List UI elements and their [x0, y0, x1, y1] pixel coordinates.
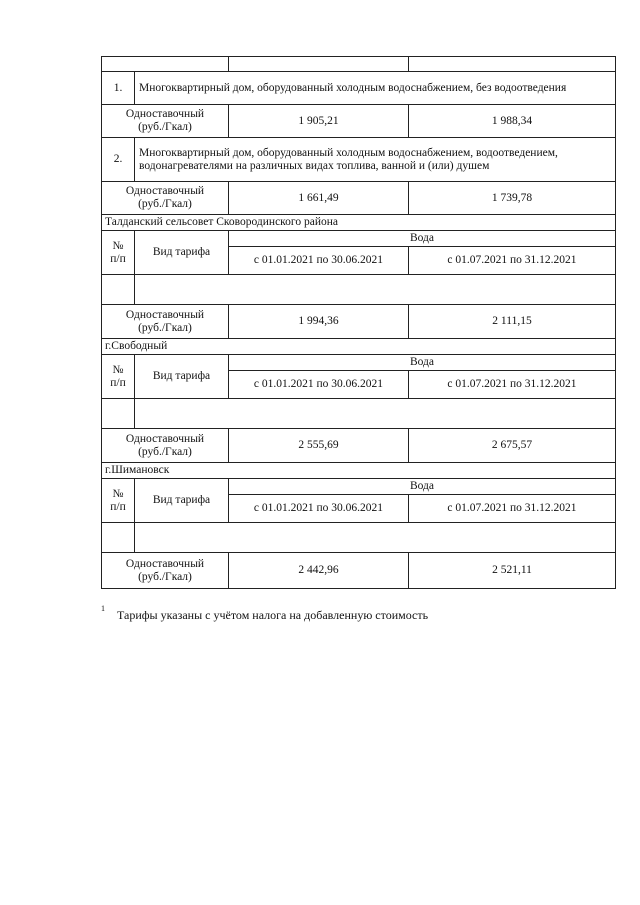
table-row	[102, 305, 616, 339]
empty-row	[102, 275, 616, 305]
table-row	[102, 553, 616, 589]
tariff-value-h2: 2 521,11	[409, 553, 616, 589]
tariff-unit: (руб./Гкал)	[138, 445, 192, 458]
tariff-label: Одноставочный	[125, 432, 205, 445]
number-abbrev: п/п	[110, 252, 126, 265]
tariff-type	[102, 553, 229, 589]
column-number-header	[102, 355, 135, 399]
footnote-marker: 1	[101, 604, 105, 613]
tariff-table	[101, 56, 616, 589]
column-number-header	[102, 231, 135, 275]
empty-row	[102, 523, 616, 553]
period-1-header: с 01.01.2021 по 30.06.2021	[229, 495, 409, 523]
column-tariff-type-header: Вид тарифа	[135, 479, 229, 523]
table-header-row	[102, 231, 616, 247]
period-2-header: с 01.07.2021 по 31.12.2021	[409, 247, 616, 275]
empty-row	[102, 399, 616, 429]
column-tariff-type-header: Вид тарифа	[135, 231, 229, 275]
tariff-label: Одноставочный	[125, 108, 205, 120]
row-number: 2.	[102, 138, 135, 182]
tariff-unit: (руб./Гкал)	[138, 121, 192, 133]
table-row	[102, 72, 616, 105]
tariff-unit: (руб./Гкал)	[138, 570, 192, 583]
tariff-type	[102, 105, 229, 138]
tariff-value-h2: 1 739,78	[409, 182, 616, 215]
tariff-value-h1: 1 905,21	[229, 105, 409, 138]
section-title-row	[102, 463, 616, 479]
section-title: г.Шимановск	[102, 463, 616, 479]
tariff-label: Одноставочный	[125, 557, 205, 570]
table-header-row	[102, 355, 616, 371]
period-1-header: с 01.01.2021 по 30.06.2021	[229, 371, 409, 399]
table-row	[102, 429, 616, 463]
tariff-value-h1: 1 661,49	[229, 182, 409, 215]
table-top-row	[102, 57, 616, 72]
number-sign: №	[112, 239, 124, 252]
tariff-unit: (руб./Гкал)	[138, 198, 192, 210]
section-title-row	[102, 215, 616, 231]
column-number-header	[102, 479, 135, 523]
row-number: 1.	[102, 72, 135, 105]
tariff-value-h2: 2 111,15	[409, 305, 616, 339]
tariff-type	[102, 182, 229, 215]
table-row	[102, 105, 616, 138]
tariff-value-h1: 1 994,36	[229, 305, 409, 339]
table-header-row	[102, 479, 616, 495]
table-row	[102, 138, 616, 182]
column-tariff-type-header: Вид тарифа	[135, 355, 229, 399]
tariff-value-h2: 1 988,34	[409, 105, 616, 138]
footnote	[101, 604, 621, 623]
column-resource-header: Вода	[229, 355, 616, 371]
period-1-header: с 01.01.2021 по 30.06.2021	[229, 247, 409, 275]
section-title: Талданский сельсовет Сковородинского района	[102, 215, 616, 231]
tariff-type	[102, 305, 229, 339]
consumer-category: Многоквартирный дом, оборудованный холодным водоснабжением, водоотведением, водонагревателями на различных видах топлива, ванной и (или) душем	[135, 138, 616, 182]
number-abbrev: п/п	[110, 500, 126, 513]
number-sign: №	[112, 363, 124, 376]
tariff-value-h2: 2 675,57	[409, 429, 616, 463]
period-2-header: с 01.07.2021 по 31.12.2021	[409, 495, 616, 523]
section-title-row	[102, 339, 616, 355]
consumer-category: Многоквартирный дом, оборудованный холодным водоснабжением, без водоотведения	[135, 72, 616, 105]
column-resource-header: Вода	[229, 231, 616, 247]
number-abbrev: п/п	[110, 376, 126, 389]
tariff-label: Одноставочный	[125, 308, 205, 321]
column-resource-header: Вода	[229, 479, 616, 495]
tariff-unit: (руб./Гкал)	[138, 321, 192, 334]
number-sign: №	[112, 487, 124, 500]
tariff-type	[102, 429, 229, 463]
period-2-header: с 01.07.2021 по 31.12.2021	[409, 371, 616, 399]
table-row	[102, 182, 616, 215]
tariff-value-h1: 2 442,96	[229, 553, 409, 589]
section-title: г.Свободный	[102, 339, 616, 355]
footnote-text: Тарифы указаны с учётом налога на добавленную стоимость	[117, 608, 429, 622]
tariff-label: Одноставочный	[125, 185, 205, 197]
tariff-value-h1: 2 555,69	[229, 429, 409, 463]
